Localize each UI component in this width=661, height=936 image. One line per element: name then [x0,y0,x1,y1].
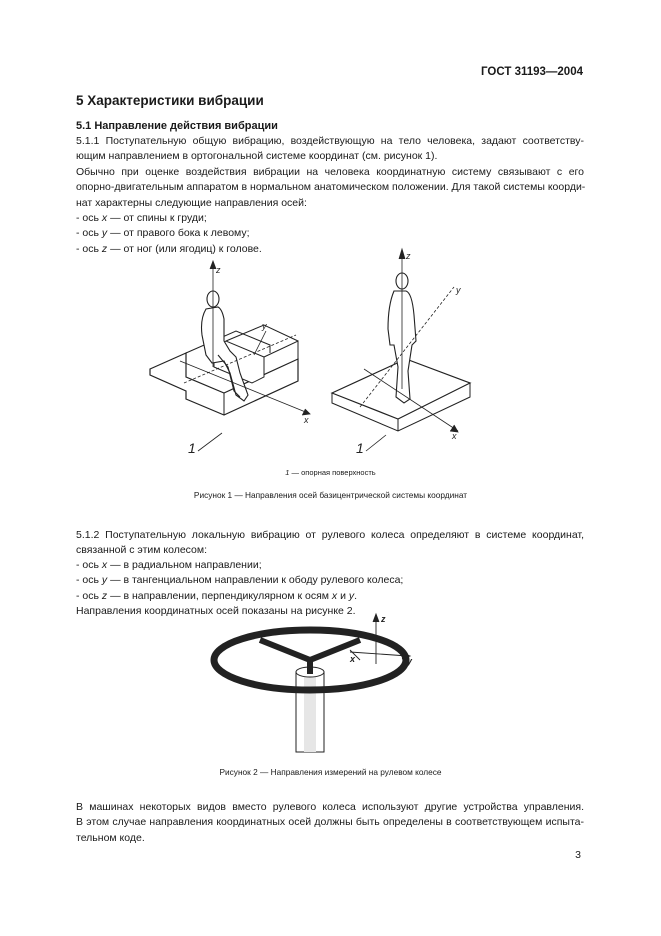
callout-1-right: 1 [356,440,364,455]
figure-2-caption: Рисунок 2 — Направления измерений на рулевом колесе [219,767,442,777]
axis-label-z-wheel: z [381,614,386,624]
text-line: 5.1.1 Поступательную общую вибрацию, воздействующую на тело человека, задают соответству- [76,135,584,147]
axis-label-z-left: z [216,265,221,275]
axis-label-y-wheel: y [407,656,413,666]
figure-1-caption: Рисунок 1 — Направления осей базицентрической системы координат [193,490,468,500]
figure-1-drawing [140,245,480,455]
list-item: - ось y — в тангенциальном направлении к ободу рулевого колеса; [76,574,404,587]
text-line: тельном коде. [76,831,145,844]
list-item: - ось y — от правого бока к левому; [76,227,250,240]
text-line: В этом случае направления координатных осей должны быть определены в соответствующем испыта- [76,816,584,829]
list-item: - ось x — в радиальном направлении; [76,559,262,571]
figure-2-reference: Направления координатных осей показаны на рисунке 2. [76,604,356,617]
axis-label-y-left: y [262,321,267,331]
text-line: связанной с этим колесом: [76,544,208,557]
text-line: нат характерны следующие направления осей: [76,196,307,209]
paragraph-5-1-2 [76,528,584,559]
subsection-title: 5.1 Направление действия вибрации [76,120,278,132]
paragraph-other-controls [76,800,584,846]
list-item: - ось z — в направлении, перпендикулярном к осям x и y. [76,589,358,602]
seated-figure [202,291,249,401]
axis-label-y-right: y [456,285,461,295]
axis-label-z-right: z [406,251,411,261]
text-line: 5.1.2 Поступательную локальную вибрацию от рулевого колеса определяют в системе координат, [76,529,584,541]
standard-header: ГОСТ 31193—2004 [481,66,583,78]
callout-1-left: 1 [188,440,196,455]
axis-label-x-right: x [452,431,457,441]
axis-label-x-wheel: x [350,654,356,664]
section-title: 5 Характеристики вибрации [76,93,264,108]
list-item: - ось x — от спины к груди; [76,212,207,224]
figure-2-drawing [200,610,430,755]
text-line: Обычно при оценке воздействия вибрации на человека координатную систему связывают с его [76,166,584,178]
figure-1-legend: 1 — опорная поверхность [285,468,376,477]
text-line: В машинах некоторых видов вместо рулевого колеса используют другие устройства управления. [76,801,584,813]
text-line: ющим направлением в ортогональной системе координат (см. рисунок 1). [76,150,438,163]
page-number: 3 [575,849,581,861]
paragraph-coordinate-system [76,165,584,211]
steering-column [296,667,324,752]
text-line: опорно-двигательным аппаратом в нормальном анатомическом положении. Для такой системы коорди- [76,181,586,194]
axis-label-x-left: x [304,415,309,425]
list-item: - ось z — от ног (или ягодиц) к голове. [76,242,262,255]
paragraph-5-1-1 [76,134,584,165]
